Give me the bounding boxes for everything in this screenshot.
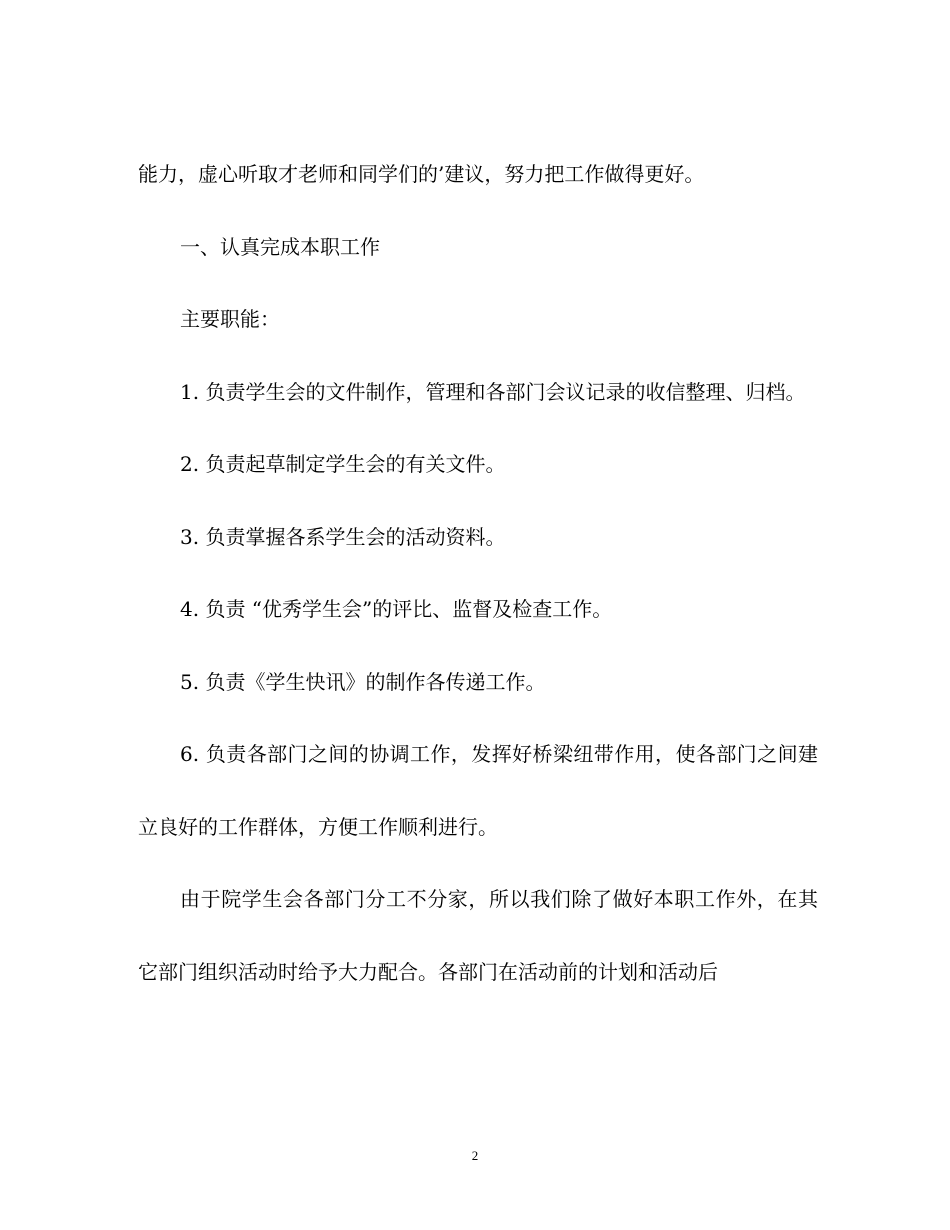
paragraph-cooperation: 由于院学生会各部门分工不分家，所以我们除了做好本职工作外，在其它部门组织活动时给予大力配合。各部门在活动前的计划和活动后 [138,887,818,984]
section-heading: 一、认真完成本职工作 [180,234,380,259]
list-item-3: 3. 负责掌握各系学生会的活动资料。 [180,524,506,549]
page-number: 2 [471,1148,479,1163]
list-item-1: 1. 负责学生会的文件制作，管理和各部门会议记录的收信整理、归档。 [180,379,806,404]
list-item-4: 4. 负责 “优秀学生会”的评比、监督及检查工作。 [180,597,613,621]
subheading-main-functions: 主要职能： [180,307,280,331]
paragraph-continuation: 能力，虚心听取才老师和同学们的’建议，努力把工作做得更好。 [138,162,705,186]
list-item-5: 5. 负责《学生快讯》的制作各传递工作。 [180,669,546,694]
document-body [138,138,818,1008]
list-item-2: 2. 负责起草制定学生会的有关文件。 [180,452,506,476]
list-item-6: 6. 负责各部门之间的协调工作，发挥好桥梁纽带作用，使各部门之间建立良好的工作群体，方便工作顺利进行。 [138,742,818,839]
